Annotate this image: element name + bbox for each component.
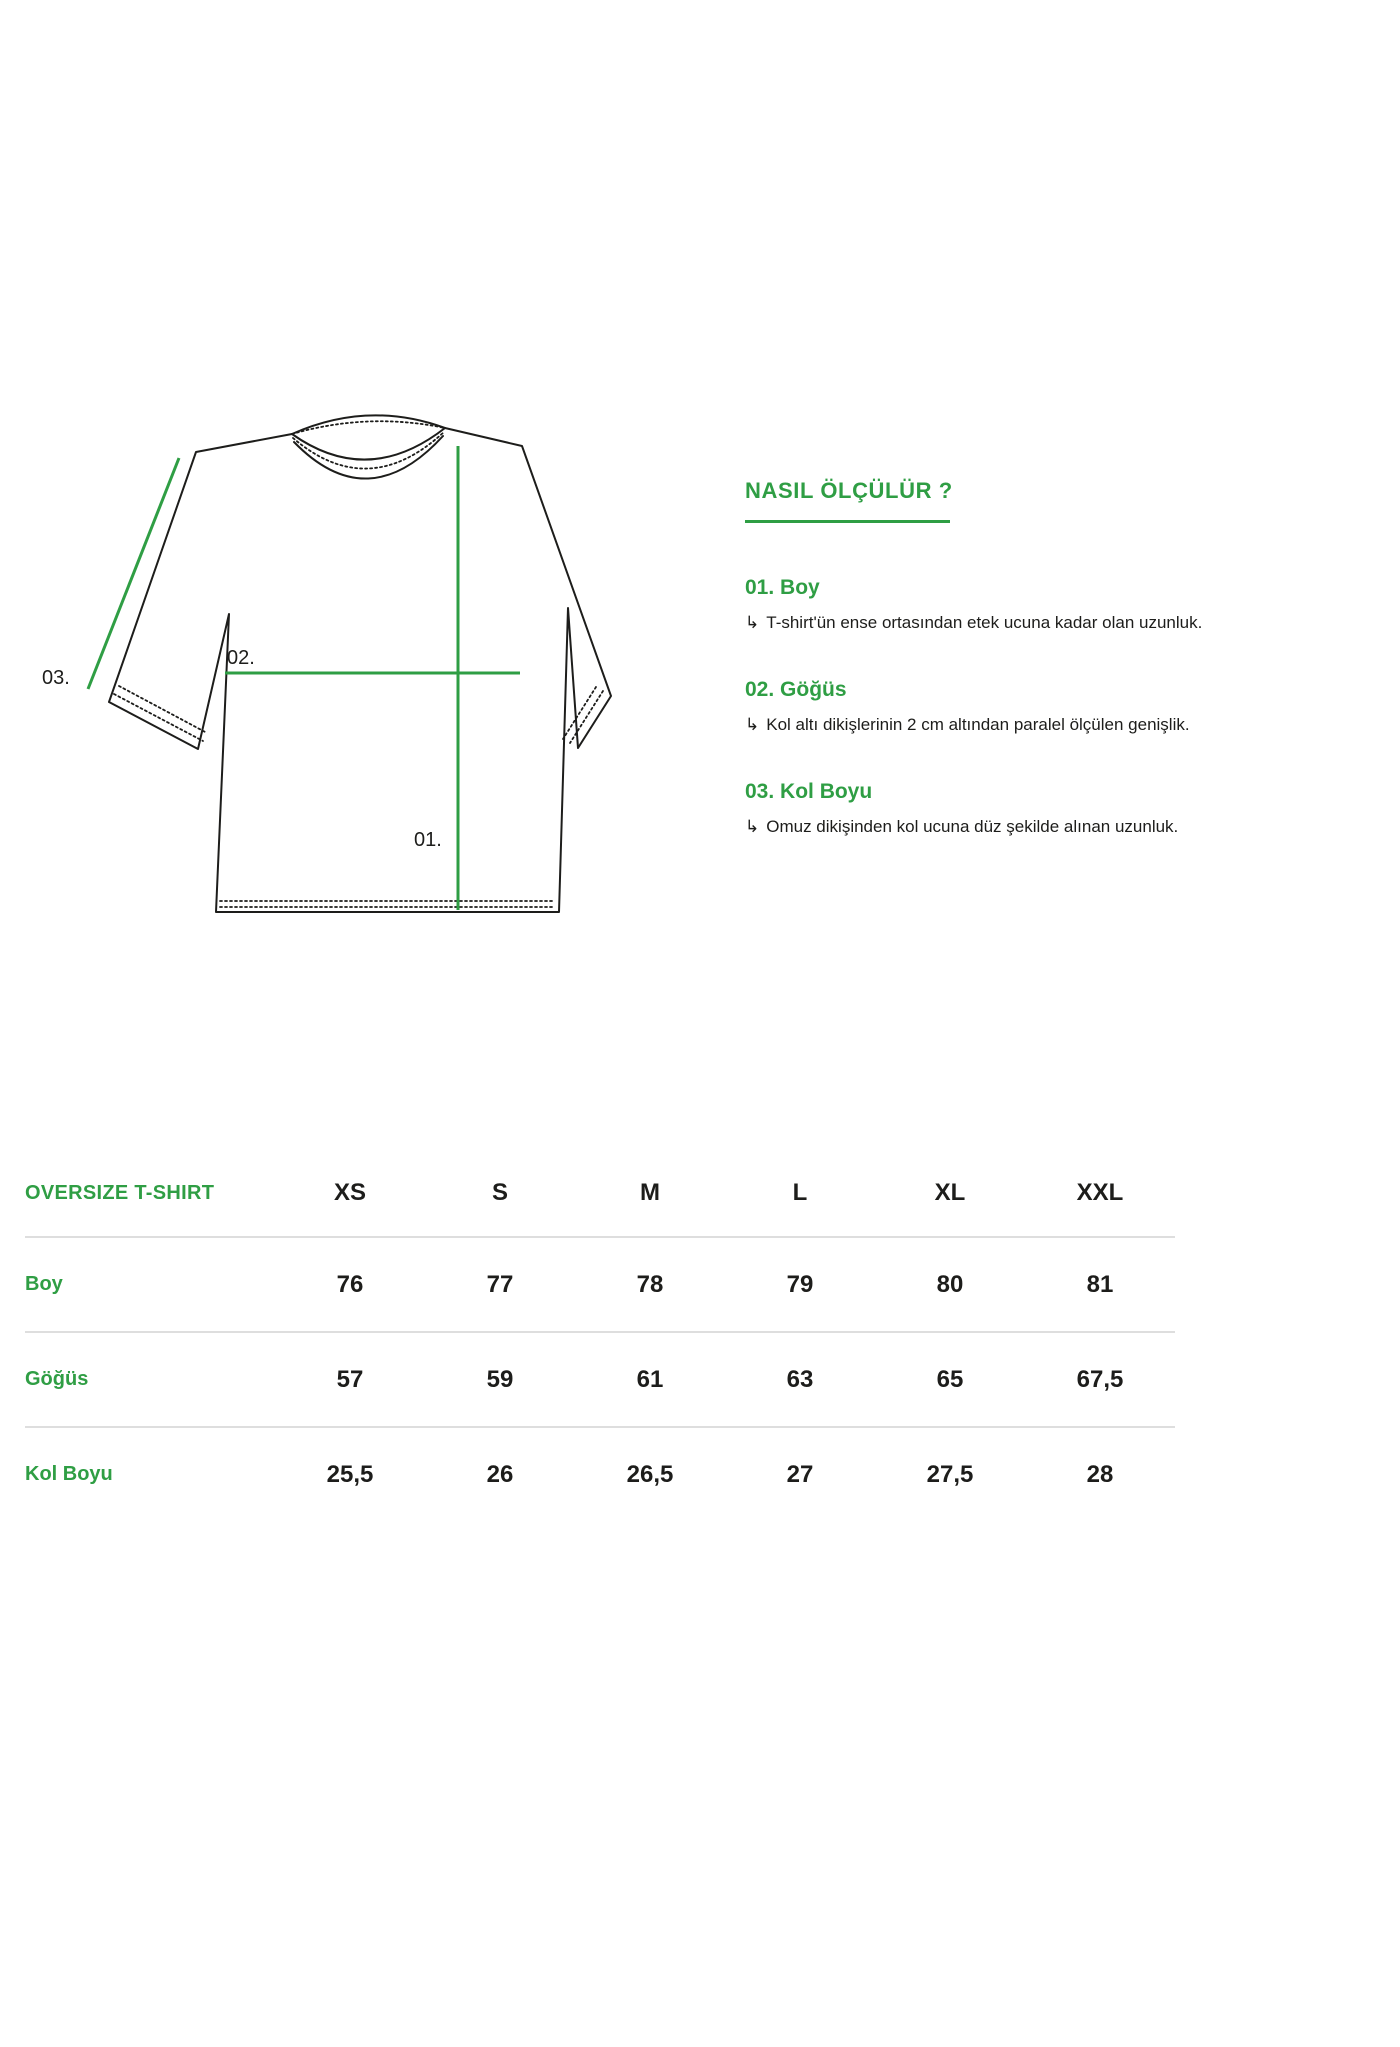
table-row-length	[25, 1236, 1175, 1331]
measurement-lines	[88, 446, 520, 910]
left-cuff-stitching	[114, 694, 203, 741]
size-value: 76	[336, 1270, 364, 1298]
measure-item-description	[745, 715, 1365, 735]
sleeve-measure-line	[88, 458, 179, 689]
size-value: 27,5	[926, 1460, 974, 1488]
measure-item-heading: 03. Kol Boyu	[745, 780, 873, 803]
size-column-header-l: L	[792, 1179, 808, 1206]
size-value: 65	[936, 1365, 964, 1393]
size-value: 80	[936, 1270, 964, 1298]
how-to-measure-panel	[745, 478, 1365, 837]
measure-item-heading: 02. Göğüs	[745, 678, 847, 701]
measure-item-description	[745, 817, 1365, 837]
left-cuff-stitching	[119, 686, 207, 733]
size-column-header-xl: XL	[934, 1179, 966, 1206]
title-underline	[745, 520, 950, 523]
size-value: 63	[786, 1365, 814, 1393]
measure-item-heading: 01. Boy	[745, 576, 820, 599]
table-row-sleeve	[25, 1426, 1175, 1521]
measure-item-chest	[745, 679, 1365, 735]
size-column-header-xs: XS	[333, 1179, 366, 1206]
size-value: 81	[1086, 1270, 1114, 1298]
size-value: 26,5	[626, 1460, 674, 1488]
size-value: 77	[486, 1270, 514, 1298]
size-column-header-xxl: XXL	[1076, 1179, 1124, 1206]
down-right-arrow-icon: ↳	[745, 715, 760, 734]
size-column-header-s: S	[491, 1179, 508, 1206]
row-label-gogus: Göğüs	[25, 1368, 89, 1390]
measure-item-sleeve	[745, 781, 1365, 837]
sleeve-measure-label: 03.	[42, 667, 70, 689]
right-cuff-stitching	[563, 687, 596, 739]
table-row-chest	[25, 1331, 1175, 1426]
size-value: 61	[636, 1365, 664, 1393]
tshirt-drawing	[109, 415, 611, 912]
size-value: 26	[486, 1460, 514, 1488]
tshirt-measurement-diagram	[30, 400, 650, 940]
collar-stitching	[292, 421, 445, 434]
size-table	[25, 1150, 1175, 1521]
measure-item-description	[745, 613, 1365, 633]
collar-stitching	[293, 432, 444, 469]
measure-item-length	[745, 577, 1365, 633]
measure-item-description-text: Omuz dikişinden kol ucuna düz şekilde alınan uzunluk.	[766, 817, 1179, 836]
product-name: OVERSIZE T-SHIRT	[25, 1181, 215, 1204]
how-to-measure-title: NASIL ÖLÇÜLÜR ?	[745, 478, 953, 503]
size-value: 78	[636, 1270, 664, 1298]
size-column-header-m: M	[640, 1179, 660, 1206]
measure-item-description-text: Kol altı dikişlerinin 2 cm altından paralel ölçülen genişlik.	[766, 715, 1190, 734]
size-value: 25,5	[326, 1460, 374, 1488]
length-measure-label: 01.	[414, 829, 442, 851]
size-value: 57	[336, 1365, 364, 1393]
size-value: 67,5	[1076, 1365, 1124, 1393]
measure-item-description-text: T-shirt'ün ense ortasından etek ucuna kadar olan uzunluk.	[766, 613, 1203, 632]
row-label-boy: Boy	[25, 1273, 63, 1295]
size-value: 28	[1086, 1460, 1114, 1488]
chest-measure-label: 02.	[227, 647, 255, 669]
down-right-arrow-icon: ↳	[745, 613, 760, 632]
down-right-arrow-icon: ↳	[745, 817, 760, 836]
size-value: 59	[486, 1365, 514, 1393]
size-value: 27	[786, 1460, 814, 1488]
size-table-header-row	[25, 1150, 1175, 1236]
size-value: 79	[786, 1270, 814, 1298]
row-label-kol-boyu: Kol Boyu	[25, 1463, 113, 1485]
